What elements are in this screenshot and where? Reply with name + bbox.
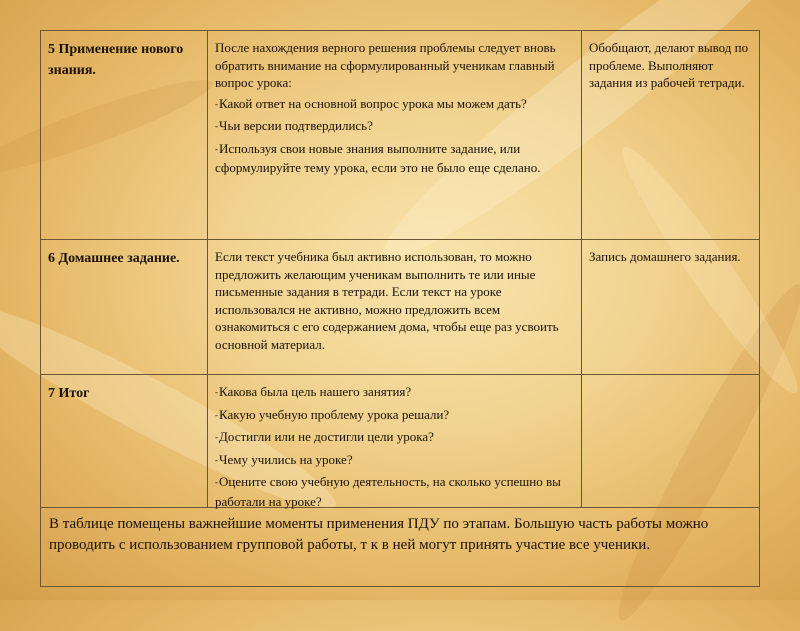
stage-title: 5 Применение нового знания. [48,42,184,78]
teacher-activity-cell [208,375,582,507]
question-item: - Какова была цель нашего занятия? [215,383,573,403]
student-activity: Обобщают, делают вывод по проблеме. Выполняют задания из рабочей тетради. [589,40,749,90]
student-activity: Запись домашнего задания. [589,249,741,264]
stage-cell [41,240,208,374]
question-item: - Какой ответ на основной вопрос урока мы можем дать? [215,95,573,115]
table-footer-row [41,508,759,587]
table-row-stage-5 [41,31,759,240]
question-item: - Чьи версии подтвердились? [215,117,573,137]
table-row-stage-7 [41,375,759,508]
teacher-intro: Если текст учебника был активно использован, то можно предложить желающим ученикам выполнить те или иные письменные задания в тетради. Если текст на уроке использовался не активно, можно предложить всем ознакомиться с его содержанием дома, чтобы еще раз усвоить основной материал. [215,249,559,352]
teacher-activity-cell [208,31,582,239]
stage-cell [41,375,208,507]
table-footer-note: В таблице помещены важнейшие моменты применения ПДУ по этапам. Большую часть работы можно проводить с использованием групповой работы, т к в ней могут принять участие все ученики. [49,516,709,553]
table-row-stage-6 [41,240,759,375]
question-item: - Какую учебную проблему урока решали? [215,406,573,426]
stage-title: 6 Домашнее задание. [48,251,180,266]
stage-title: 7 Итог [48,386,90,401]
teacher-activity-cell [208,240,582,374]
student-activity-cell [582,375,759,507]
lesson-stages-table [40,30,760,587]
teacher-intro: После нахождения верного решения проблемы следует вновь обратить внимание на сформулированный ученикам главный вопрос урока: [215,40,556,90]
question-item: - Чему учились на уроке? [215,451,573,471]
stage-cell [41,31,208,239]
student-activity-cell [582,240,759,374]
student-activity-cell [582,31,759,239]
question-item: - Оцените свою учебную деятельность, на сколько успешно вы работали на уроке? [215,473,573,510]
question-item: - Достигли или не достигли цели урока? [215,428,573,448]
question-item: - Используя свои новые знания выполните задание, или сформулируйте тему урока, если это не было еще сделано. [215,140,573,177]
